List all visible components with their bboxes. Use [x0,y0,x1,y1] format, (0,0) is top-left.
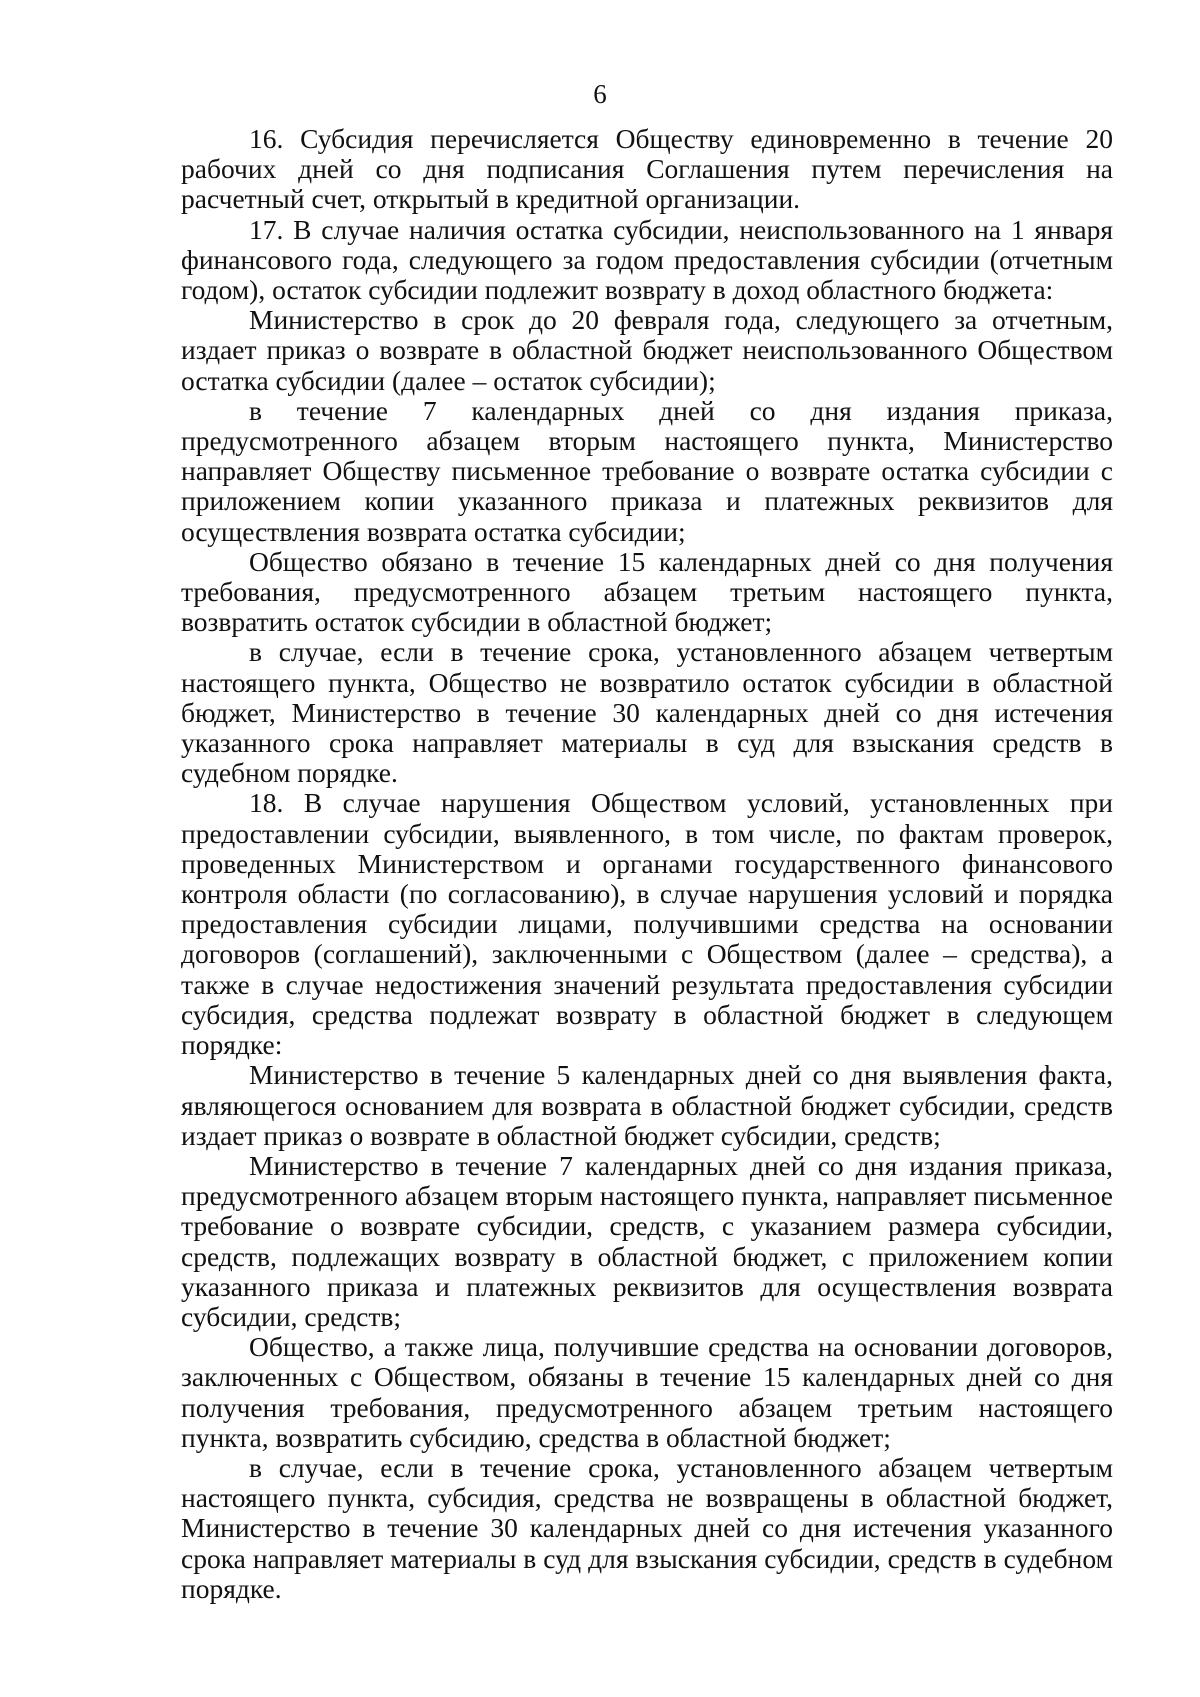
paragraph-18-subitem-1: Министерство в течение 5 календарных дней со дня выявления факта, являющегося основанием для возврата в областной бюджет субсидии, средств издает приказ о возврате в областной бюджет субсидии, средств; [181,1059,1113,1151]
page-number: 6 [593,79,607,109]
paragraph-17-subitem-2: в течение 7 календарных дней со дня издания приказа, предусмотренного абзацем вторым настоящего пункта, Министерство направляет Обществу письменное требование о возврате остатка субсидии с приложением копии указанного приказа и платежных реквизитов для осуществления возврата остатка субсидии; [181,394,1113,547]
paragraph-17-subitem-1: Министерство в срок до 20 февраля года, следующего за отчетным, издает приказ о возврате в областной бюджет неиспользованного Обществом остатка субсидии (далее – остаток субсидии); [181,304,1113,396]
document-body [181,124,1113,1604]
paragraph-17: 17. В случае наличия остатка субсидии, неиспользованного на 1 января финансового года, следующего за годом предоставления субсидии (отчетным годом), остаток субсидии подлежит возврату в доход областного бюджета: [181,213,1113,306]
paragraph-18-subitem-4: в случае, если в течение срока, установленного абзацем четвертым настоящего пункта, субсидия, средства не возвращены в областной бюджет, Министерство в течение 30 календарных дней со дня истечения указанного срока направляет материалы в суд для взыскания субсидии, средств в судебном порядке. [181,1451,1113,1604]
paragraph-18-subitem-2: Министерство в течение 7 календарных дней со дня издания приказа, предусмотренного абзацем вторым настоящего пункта, направляет письменное требование о возврате субсидии, средств, с указанием размера субсидии, средств, подлежащих возврату в областной бюджет, с приложением копии указанного приказа и платежных реквизитов для осуществления возврата субсидии, средств; [181,1149,1113,1332]
paragraph-17-subitem-4: в случае, если в течение срока, установленного абзацем четвертым настоящего пункта, Общество не возвратило остаток субсидии в областной бюджет, Министерство в течение 30 календарных дней со дня истечения указанного срока направляет материалы в суд для взыскания средств в судебном порядке. [181,636,1113,789]
paragraph-16: 16. Субсидия перечисляется Обществу единовременно в течение 20 рабочих дней со дня подписания Соглашения путем перечисления на расчетный счет, открытый в кредитной организации. [181,123,1113,215]
paragraph-17-subitem-3: Общество обязано в течение 15 календарных дней со дня получения требования, предусмотренного абзацем третьим настоящего пункта, возвратить остаток субсидии в областной бюджет; [181,545,1113,638]
paragraph-18: 18. В случае нарушения Обществом условий, установленных при предоставлении субсидии, выявленного, в том числе, по фактам проверок, проведенных Министерством и органами государственного финансового контроля области (по согласованию), в случае нарушения условий и порядка предоставления субсидии лицами, получившими средства на основании договоров (соглашений), заключенными с Обществом (далее – средства), а также в случае недостижения значений результата предоставления субсидии субсидия, средства подлежат возврату в областной бюджет в следующем порядке: [181,787,1113,1061]
paragraph-18-subitem-3: Общество, а также лица, получившие средства на основании договоров, заключенных с Обществом, обязаны в течение 15 календарных дней со дня получения требования, предусмотренного абзацем третьим настоящего пункта, возвратить субсидию, средства в областной бюджет; [181,1331,1113,1453]
